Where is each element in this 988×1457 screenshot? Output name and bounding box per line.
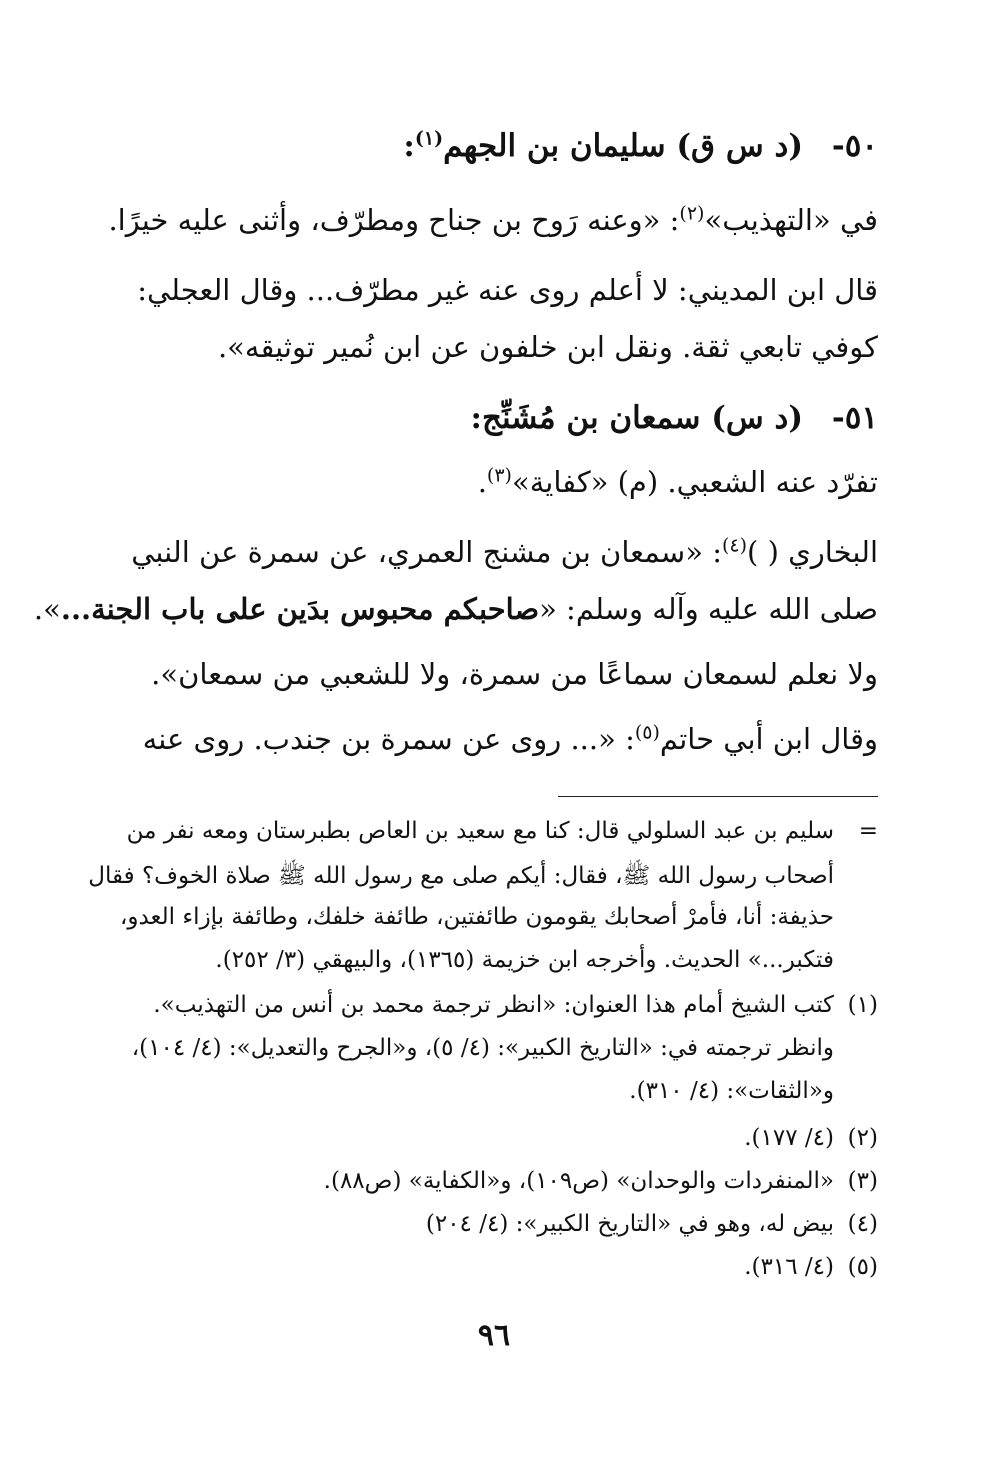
footnote-number: (٥) [847,1254,878,1280]
footnote-line: (١)كتب الشيخ أمام هذا العنوان: «انظر ترجمة محمد بن أنس من التهذيب». [153,992,878,1018]
page-number: ٩٦ [477,1318,511,1353]
paragraph-line: في «التهذيب»$^{(٢)}$: «وعنه رَوح بن جناح ومطرّف، وأثنى عليه خيرًا. [108,202,878,237]
entry-heading: ٥١- (د س) سمعان بن مُشَنِّج: [470,400,878,436]
footnote-number: (٤) [847,1211,878,1237]
footnote-ref: (٥) [634,721,660,744]
footnote-line: وانظر ترجمته في: «التاريخ الكبير»: (٤/ ٥)، و«الجرح والتعديل»: (٤/ ١٠٤)، [131,1035,834,1061]
entry-heading: ٥٠- (د س ق) سليمان بن الجهم$^{(١)}$: [403,127,878,164]
footnote-line: و«الثقات»: (٤/ ٣١٠). [629,1078,834,1104]
footnote-ref: (٢) [679,202,705,225]
paragraph-line: البخاري ( )$^{(٤)}$: «سمعان بن مشنج العمري، عن سمرة عن النبي [131,534,878,569]
footnote-line: =سليم بن عبد السلولي قال: كنا مع سعيد بن العاص بطبرستان ومعه نفر من [126,818,878,844]
paragraph-line: ولا نعلم لسمعان سماعًا من سمرة، ولا للشعبي من سمعان». [151,657,878,691]
paragraph-line: تفرّد عنه الشعبي. (م) «كفاية»$^{(٣)}$. [477,464,878,499]
footnote-line: (٤)بيض له، وهو في «التاريخ الكبير»: (٤/ ٢٠٤) [425,1211,878,1237]
footnote-line: حذيفة: أنا، فأمرْ أصحابك يقومون طائفتين، طائفة خلفك، وطائفة بإزاء العدو، [119,904,834,930]
paragraph-line: وقال ابن أبي حاتم$^{(٥)}$: «... روى عن سمرة بن جندب. روى عنه [142,721,878,756]
footnote-ref: (٤) [721,534,748,557]
paragraph-line: صلى الله عليه وآله وسلم: «صاحبكم محبوس بدَين على باب الجنة...». [33,592,878,626]
paragraph-line: كوفي تابعي ثقة. ونقل ابن خلفون عن ابن نُمير توثيقه». [217,330,878,364]
continuation-marker: = [858,818,878,844]
paragraph-line: قال ابن المديني: لا أعلم روى عنه غير مطرّف... وقال العجلي: [137,273,878,307]
entry-number: ٥٠- [831,128,878,164]
narrator-name: سليمان بن الجهم [443,128,666,164]
footnote-number: (٣) [847,1168,878,1194]
narrator-name: سمعان بن مُشَنِّج [481,400,701,436]
entry-symbols: (د س) [711,400,804,436]
footnote-ref: (٣) [486,464,512,487]
footnote-separator [558,796,878,797]
footnote-ref: (١) [414,127,444,150]
footnote-line: (٣)«المنفردات والوحدان» (ص١٠٩)، و«الكفاية» (ص٨٨). [323,1168,878,1194]
footnote-number: (٢) [847,1125,878,1151]
footnote-number: (١) [847,992,878,1018]
footnote-line: فتكبر...» الحديث. وأخرجه ابن خزيمة (١٣٦٥)، والبيهقي (٣/ ٢٥٢). [215,947,834,973]
hadith-text: صاحبكم محبوس بدَين على باب الجنة... [60,592,540,626]
entry-symbols: (د س ق) [676,128,804,164]
entry-number: ٥١- [831,400,878,436]
footnote-line: (٥)(٤/ ٣١٦). [744,1254,878,1280]
footnote-line: أصحاب رسول الله ﷺ، فقال: أيكم صلى مع رسول الله ﷺ صلاة الخوف؟ فقال [88,863,834,889]
footnote-line: (٢)(٤/ ١٧٧). [744,1125,878,1151]
